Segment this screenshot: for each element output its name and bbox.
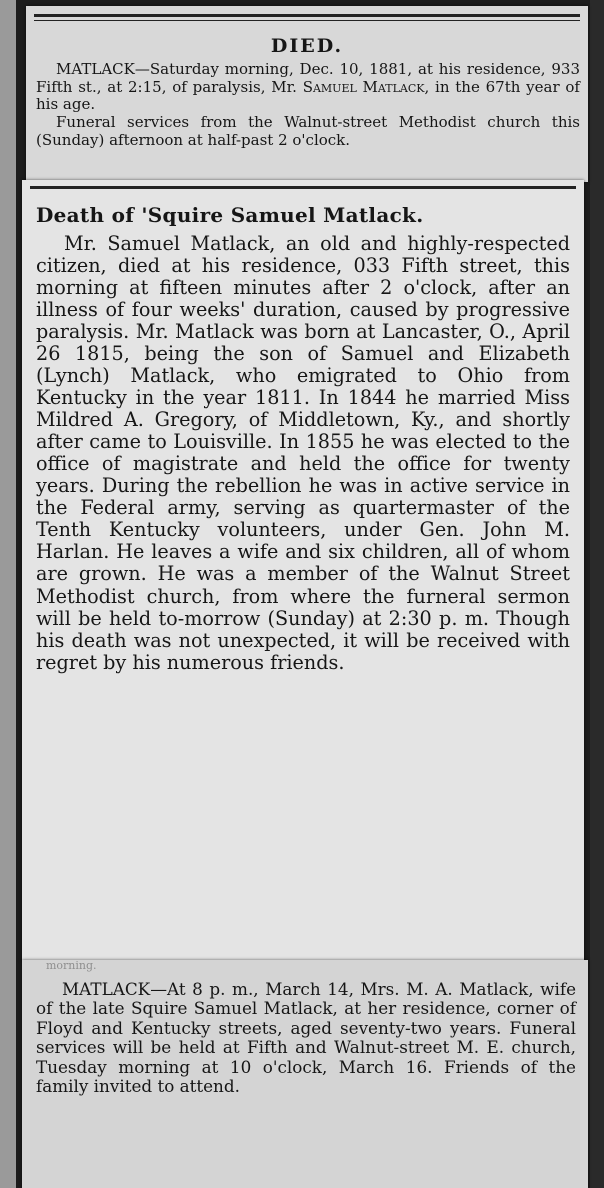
- death-notice-lead-end: , in the 67th year of his age.: [36, 77, 580, 114]
- top-rule: [34, 14, 580, 17]
- scrapbook-page-edge-right: [590, 0, 604, 1188]
- death-notice-text: [26, 61, 588, 114]
- article-paragraph: [22, 233, 584, 674]
- death-notice-name: Samuel Matlack: [302, 77, 425, 96]
- second-notice-text: MATLACK—At 8 p. m., March 14, Mrs. M. A. Matlack, wife of the late Squire Samuel Matlack, at her residence, corner of Floyd and Kentucky streets, aged seventy-two years. Funeral services will be held at Fifth and Walnut-street M. E. church, Tuesday morning at 10 o'clock, March 16. Friends of the family invited to attend.: [36, 979, 576, 1097]
- article-paragraph-1: Mr. Samuel Matlack, an old and highly-respected citizen, died at his residence, 033 Fifth street, this morning at fifteen minutes after 2 o'clock, after an illness of four weeks' duration, caused by progressive paralysis.: [36, 232, 570, 344]
- funeral-notice-text: Funeral services from the Walnut-street Methodist church this (Sunday) afternoon at half-past 2 o'clock.: [36, 113, 580, 149]
- article-top-rule: [30, 186, 576, 189]
- obituary-article-clipping: [22, 180, 584, 962]
- second-death-notice-clipping: [22, 960, 588, 1188]
- scrap-text-fragment: morning.: [46, 960, 97, 972]
- death-notice-clipping: [26, 6, 588, 182]
- died-heading: DIED.: [270, 35, 344, 57]
- death-notice-lead: MATLACK—Saturday morning, Dec. 10, 1881, at his residence, 933 Fifth st., at 2:15, of paralysis, Mr.: [36, 60, 580, 96]
- scrapbook-page-edge-left: [0, 0, 16, 1188]
- top-rule-thin: [34, 20, 580, 21]
- article-title: Death of 'Squire Samuel Matlack.: [36, 203, 424, 227]
- article-paragraph-2: Mr. Matlack was born at Lancaster, O., April 26 1815, being the son of Samuel and Elizabeth (Lynch) Matlack, who emigrated to Ohio from Kentucky in the year 1811. In 1844 he married Miss Mildred A. Gregory, of Middletown, Ky., and shortly after came to Louisville. In 1855 he was elected to the office of magistrate and held the office for twenty years. During the rebellion he was in active service in the Federal army, serving as quartermaster of the Tenth Kentucky volunteers, under Gen. John M. Harlan. He leaves a wife and six children, all of whom are grown. He was a member of the Walnut Street Methodist church, from where the furneral sermon will be held to-morrow (Sunday) at 2:30 p. m. Though his death was not unexpected, it will be received with regret by his numerous friends.: [36, 320, 570, 674]
